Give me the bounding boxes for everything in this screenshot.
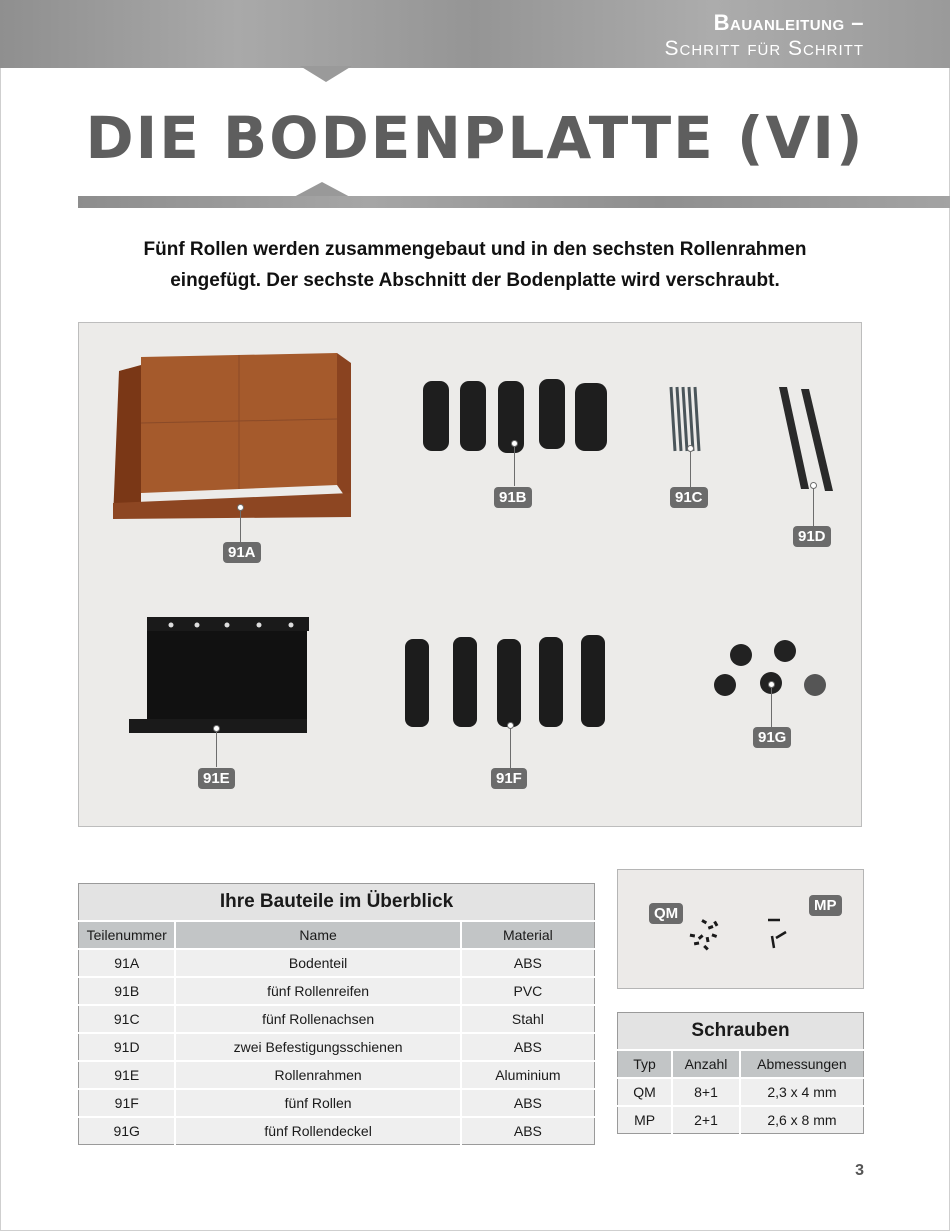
screw-quantity-cell: 8+1	[672, 1078, 740, 1106]
part-name-cell: fünf Rollenreifen	[175, 977, 460, 1005]
part-name-cell: fünf Rollenachsen	[175, 1005, 460, 1033]
table-row	[79, 1061, 595, 1089]
col-header-name: Name	[175, 921, 460, 949]
screws-photo	[617, 869, 864, 989]
header-line-1: Bauanleitung –	[713, 10, 864, 35]
label-91c: 91C	[670, 487, 708, 508]
col-header-dimensions: Abmessungen	[740, 1050, 864, 1078]
material-cell: Stahl	[461, 1005, 595, 1033]
parts-table	[78, 883, 595, 1145]
screw-quantity-cell: 2+1	[672, 1106, 740, 1134]
screw-dimensions-cell: 2,3 x 4 mm	[740, 1078, 864, 1106]
material-cell: ABS	[461, 949, 595, 977]
part-name-cell: fünf Rollen	[175, 1089, 460, 1117]
label-91a: 91A	[223, 542, 261, 563]
base-plate-part	[113, 353, 351, 519]
material-cell: PVC	[461, 977, 595, 1005]
header-notch	[300, 66, 352, 82]
leader-91g	[771, 687, 772, 727]
part-number-cell: 91B	[79, 977, 176, 1005]
table-row	[79, 1005, 595, 1033]
table-row	[79, 949, 595, 977]
page-title: DIE BODENPLATTE (VI)	[85, 104, 865, 172]
table-row	[79, 1117, 595, 1145]
part-number-cell: 91C	[79, 1005, 176, 1033]
col-header-type: Typ	[618, 1050, 673, 1078]
leader-91f	[510, 728, 511, 768]
material-cell: ABS	[461, 1033, 595, 1061]
material-cell: Aluminium	[461, 1061, 595, 1089]
col-header-quantity: Anzahl	[672, 1050, 740, 1078]
label-91g: 91G	[753, 727, 791, 748]
part-number-cell: 91E	[79, 1061, 176, 1089]
screw-dimensions-cell: 2,6 x 8 mm	[740, 1106, 864, 1134]
intro-text	[100, 234, 850, 296]
rollers-part	[405, 635, 605, 727]
qm-screws	[690, 919, 719, 950]
table-row	[618, 1078, 864, 1106]
leader-91d	[813, 488, 814, 526]
material-cell: ABS	[461, 1117, 595, 1145]
part-name-cell: Rollenrahmen	[175, 1061, 460, 1089]
parts-photo	[78, 322, 862, 827]
table-row	[79, 977, 595, 1005]
leader-91e	[216, 731, 217, 767]
parts-table-caption: Ihre Bauteile im Überblick	[79, 884, 595, 922]
leader-91b	[514, 446, 515, 486]
table-row	[79, 1089, 595, 1117]
screw-label-qm: QM	[649, 903, 683, 924]
label-91d: 91D	[793, 526, 831, 547]
part-name-cell: zwei Befestigungsschienen	[175, 1033, 460, 1061]
header-line-2: Schritt für Schritt	[664, 37, 864, 60]
screw-type-cell: MP	[618, 1106, 673, 1134]
part-name-cell: Bodenteil	[175, 949, 460, 977]
table-row	[618, 1106, 864, 1134]
section-header	[665, 10, 865, 62]
title-rule	[78, 196, 950, 208]
material-cell: ABS	[461, 1089, 595, 1117]
label-91f: 91F	[491, 768, 527, 789]
rails-part	[779, 387, 833, 491]
screws-table-caption: Schrauben	[618, 1013, 864, 1051]
part-number-cell: 91G	[79, 1117, 176, 1145]
parts-illustration	[79, 323, 861, 826]
screws-table	[617, 1012, 864, 1134]
part-name-cell: fünf Rollendeckel	[175, 1117, 460, 1145]
part-number-cell: 91D	[79, 1033, 176, 1061]
page-number: 3	[855, 1162, 864, 1179]
table-row	[79, 1033, 595, 1061]
intro-line-2: eingefügt. Der sechste Abschnitt der Bodenplatte wird verschraubt.	[170, 270, 780, 291]
leader-91a	[240, 510, 241, 542]
col-header-material: Material	[461, 921, 595, 949]
screws-illustration	[618, 870, 863, 988]
screw-label-mp: MP	[809, 895, 842, 916]
axles-part	[671, 387, 699, 451]
label-91e: 91E	[198, 768, 235, 789]
mp-screws	[768, 920, 786, 948]
part-number-cell: 91F	[79, 1089, 176, 1117]
label-91b: 91B	[494, 487, 532, 508]
screw-type-cell: QM	[618, 1078, 673, 1106]
roller-frame-part	[129, 617, 309, 733]
intro-line-1: Fünf Rollen werden zusammengebaut und in den sechsten Rollenrahmen	[143, 239, 807, 260]
leader-91c	[690, 451, 691, 487]
part-number-cell: 91A	[79, 949, 176, 977]
col-header-part-number: Teilenummer	[79, 921, 176, 949]
